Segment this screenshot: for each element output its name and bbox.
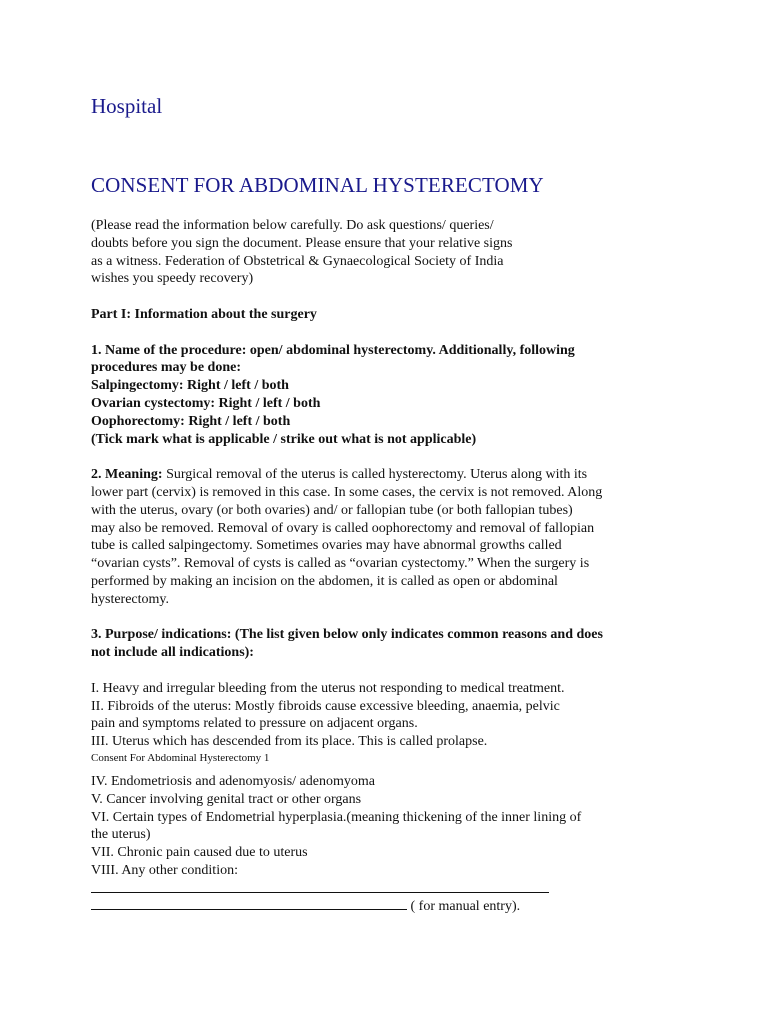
page-footer: Consent For Abdominal Hysterectomy 1 (91, 751, 270, 764)
indication-item: VII. Chronic pain caused due to uterus (91, 845, 308, 861)
intro-line: (Please read the information below carefully. Do ask questions/ queries/ (91, 218, 494, 233)
indication-item: VIII. Any other condition: (91, 862, 238, 878)
meaning-line: “ovarian cysts”. Removal of cysts is called as “ovarian cystectomy.” When the surgery is (91, 556, 590, 572)
procedure-line: 1. Name of the procedure: open/ abdominal hysterectomy. Additionally, following (91, 342, 575, 358)
procedure-option-oophorectomy: Oophorectomy: Right / left / both (91, 413, 291, 429)
meaning-text: Surgical removal of the uterus is called hysterectomy. Uterus along with its (162, 467, 588, 483)
purpose-line: not include all indications): (91, 645, 254, 661)
manual-entry-line[interactable] (91, 880, 549, 893)
meaning-line: may also be removed. Removal of ovary is called oophorectomy and removal of fallopian (91, 520, 595, 536)
meaning-line: tube is called salpingectomy. Sometimes ovaries may have abnormal growths called (91, 538, 562, 554)
part1-heading: Part I: Information about the surgery (91, 306, 317, 322)
meaning-line: hysterectomy. (91, 591, 170, 607)
manual-entry-note: ( for manual entry). (407, 899, 521, 915)
indication-item: pain and symptoms related to pressure on adjacent organs. (91, 716, 418, 732)
intro-line: as a witness. Federation of Obstetrical & Gynaecological Society of India (91, 253, 504, 269)
indication-item: V. Cancer involving genital tract or other organs (91, 791, 362, 807)
meaning-line: lower part (cervix) is removed in this case. In some cases, the cervix is not removed. Along (91, 484, 603, 500)
procedure-section (91, 342, 671, 449)
indications-list (91, 680, 671, 916)
indication-item: VI. Certain types of Endometrial hyperplasia.(meaning thickening of the inner lining of (91, 809, 582, 825)
meaning-label: 2. Meaning: (91, 467, 163, 483)
indication-item: I. Heavy and irregular bleeding from the uterus not responding to medical treatment. (91, 680, 565, 696)
intro-paragraph (91, 217, 671, 288)
document-body (91, 217, 671, 915)
document-title: CONSENT FOR ABDOMINAL HYSTERECTOMY (91, 173, 544, 197)
intro-line: wishes you speedy recovery) (91, 271, 254, 287)
purpose-section (91, 626, 671, 662)
indication-item: IV. Endometriosis and adenomyosis/ adenomyoma (91, 773, 375, 789)
manual-entry-line[interactable] (91, 897, 407, 910)
purpose-line: 3. Purpose/ indications: (The list given below only indicates common reasons and does (91, 627, 603, 643)
intro-line: doubts before you sign the document. Please ensure that your relative signs (91, 235, 513, 251)
meaning-line: with the uterus, ovary (or both ovaries) and/ or fallopian tube (or both fallopian tubes) (91, 502, 573, 518)
indication-item: II. Fibroids of the uterus: Mostly fibroids cause excessive bleeding, anaemia, pelvic (91, 698, 560, 714)
procedure-option-salpingectomy: Salpingectomy: Right / left / both (91, 378, 289, 394)
procedure-line: procedures may be done: (91, 360, 241, 376)
indication-item: III. Uterus which has descended from its place. This is called prolapse. (91, 734, 488, 750)
indication-item: the uterus) (91, 827, 151, 843)
hospital-name: Hospital (91, 94, 163, 118)
meaning-line: performed by making an incision on the abdomen, it is called as open or abdominal (91, 573, 558, 589)
meaning-section (91, 466, 671, 608)
procedure-option-ovarian-cystectomy: Ovarian cystectomy: Right / left / both (91, 395, 321, 411)
procedure-instruction: (Tick mark what is applicable / strike out what is not applicable) (91, 431, 477, 447)
